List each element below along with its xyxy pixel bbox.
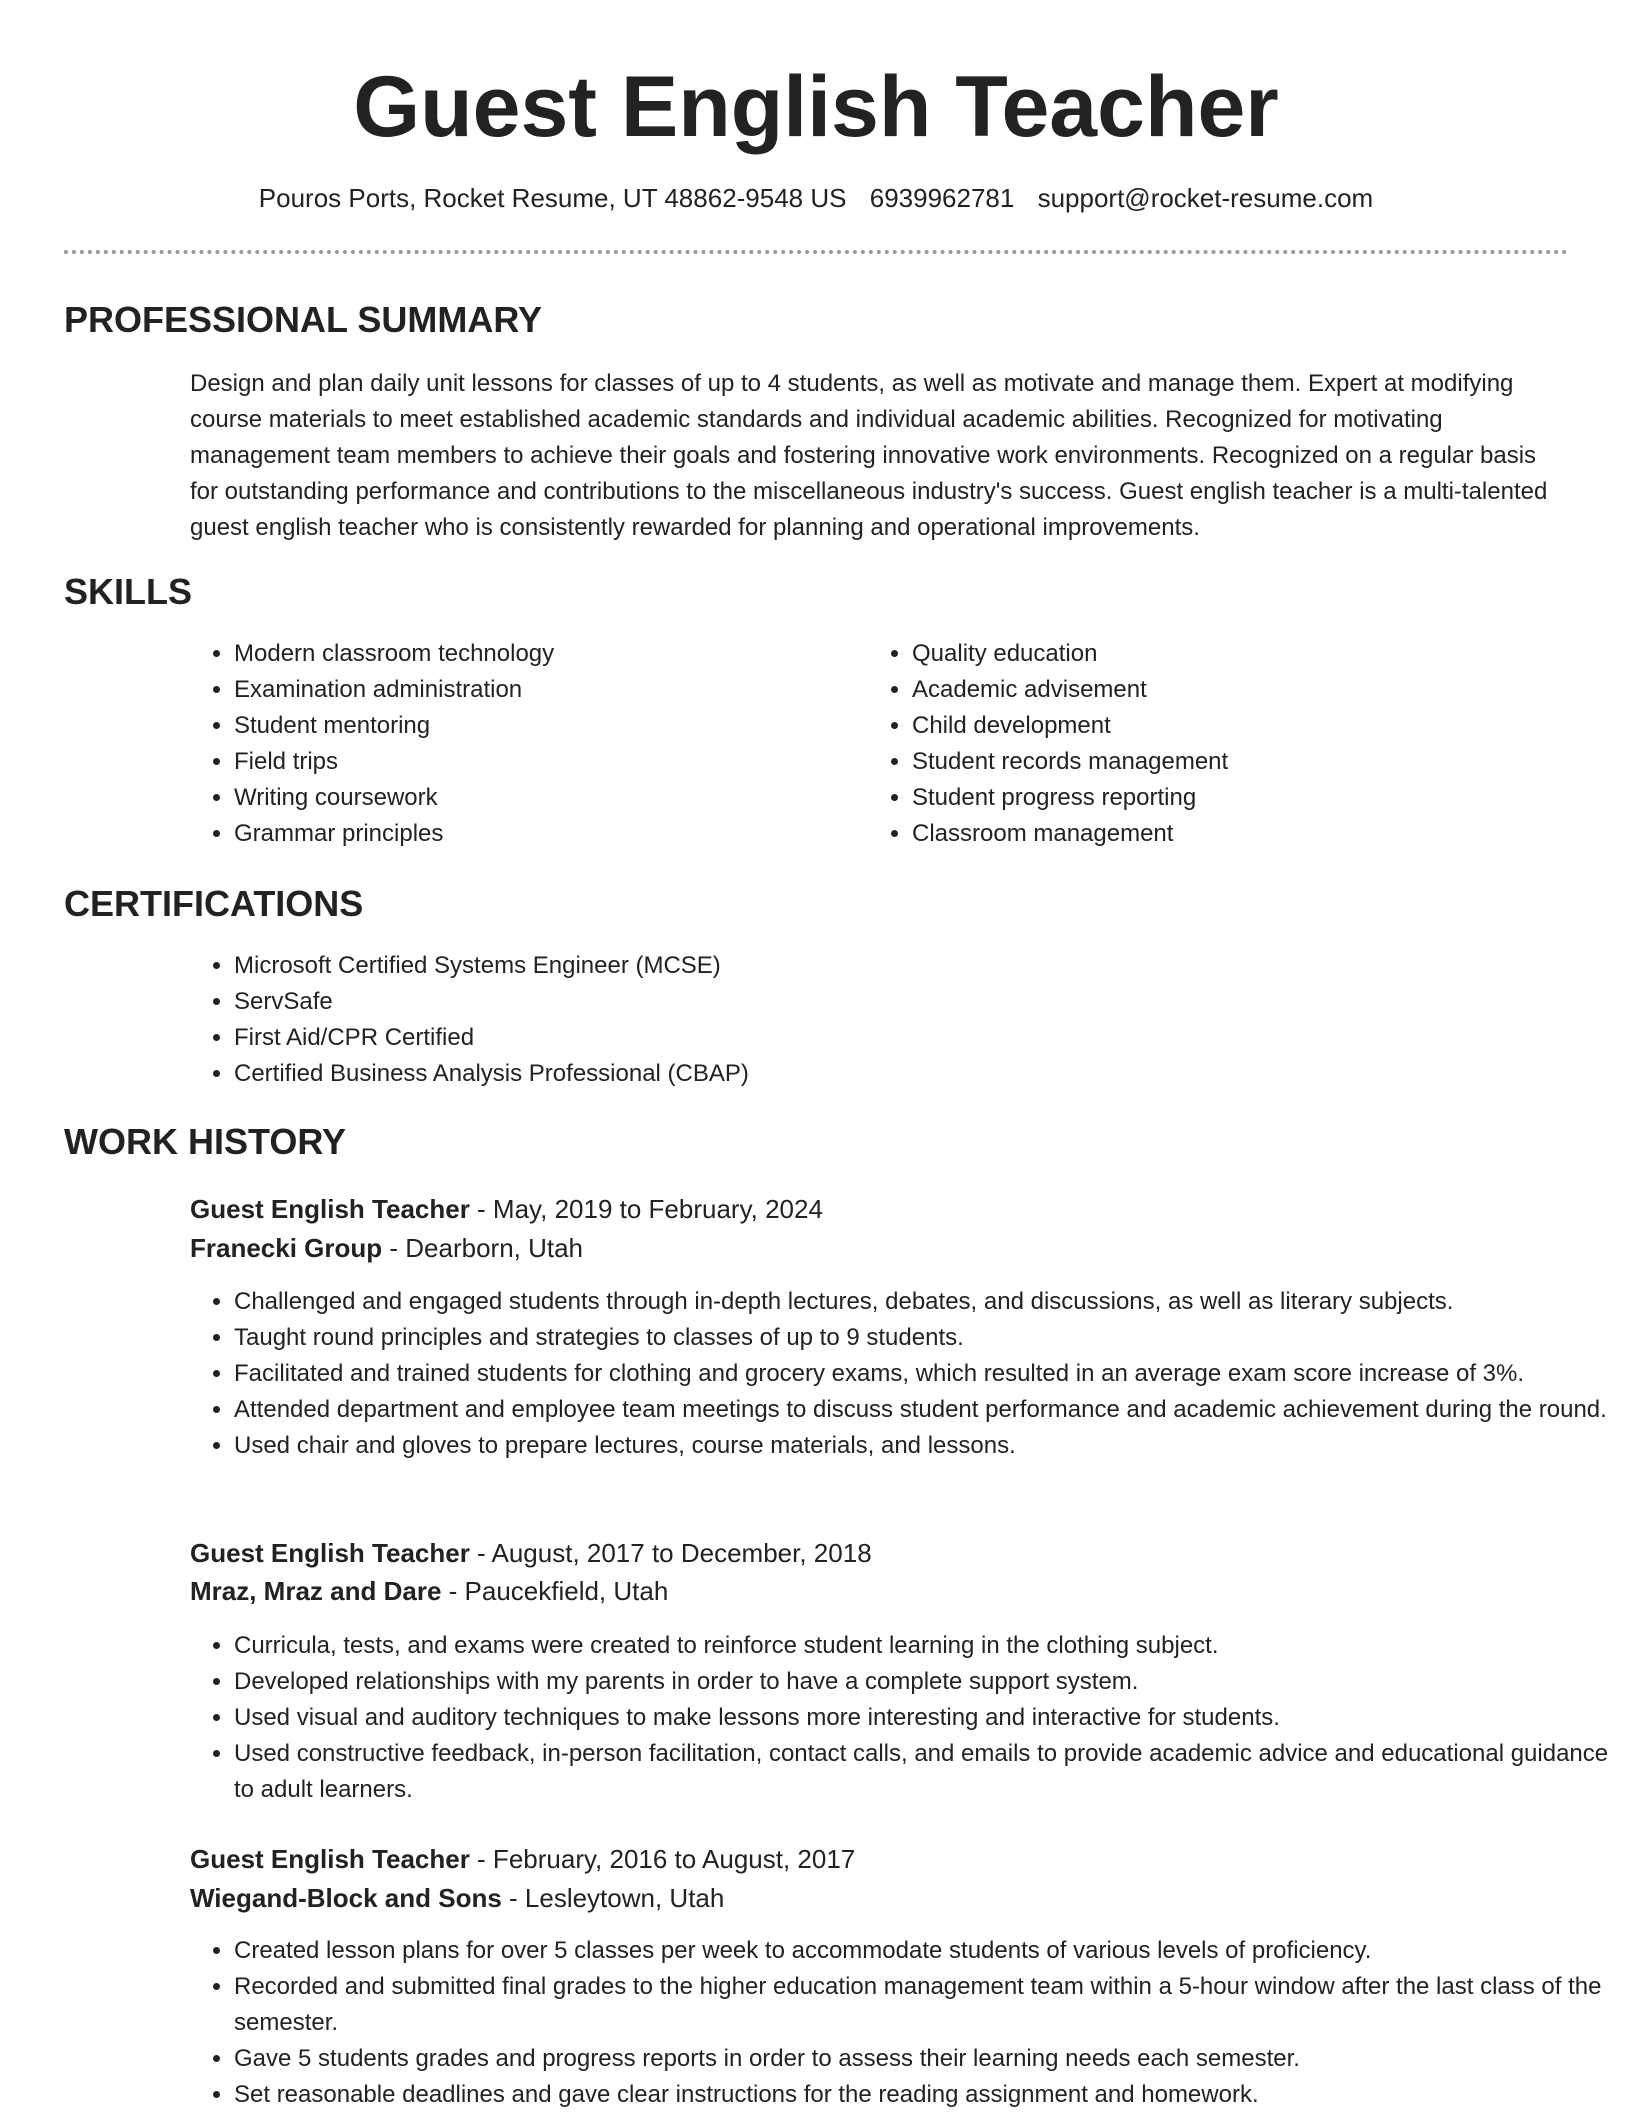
certifications-list — [190, 948, 1534, 1092]
job-bullets — [190, 1933, 1624, 2113]
job-company: Wiegand-Block and Sons — [190, 1883, 502, 1913]
job-dates: - February, 2016 to August, 2017 — [469, 1844, 856, 1874]
job-company-line — [190, 1229, 583, 1267]
skill-item: • Student mentoring — [234, 708, 834, 744]
certification-item: • ServSafe — [234, 984, 1534, 1020]
job-role: Guest English Teacher — [190, 1844, 470, 1874]
contact-phone: 6939962781 — [869, 183, 1015, 213]
skills-list-right — [868, 636, 1512, 852]
job-bullet: • Curricula, tests, and exams were created to reinforce student learning in the clothing subject. — [234, 1628, 1624, 1664]
job-location: - Dearborn, Utah — [382, 1233, 584, 1263]
job-company: Mraz, Mraz and Dare — [190, 1576, 442, 1606]
contact-line — [0, 180, 1632, 216]
skills-heading: SKILLS — [64, 571, 193, 612]
skill-item: • Classroom management — [912, 816, 1512, 852]
contact-address: Pouros Ports, Rocket Resume, UT 48862-9548 US — [258, 183, 847, 213]
header-divider — [64, 250, 1568, 254]
job-location: - Paucekfield, Utah — [441, 1576, 669, 1606]
job-role: Guest English Teacher — [190, 1538, 470, 1568]
job-company-line — [190, 1879, 724, 1917]
skill-item: • Field trips — [234, 744, 834, 780]
job-bullet: • Created lesson plans for over 5 classes per week to accommodate students of various levels of proficiency. — [234, 1933, 1624, 1969]
skill-item: • Examination administration — [234, 672, 834, 708]
job-bullet: • Attended department and employee team meetings to discuss student performance and academic achievement during the round. — [234, 1392, 1624, 1428]
skill-item: • Writing coursework — [234, 780, 834, 816]
summary-heading: PROFESSIONAL SUMMARY — [64, 299, 543, 340]
summary-text: Design and plan daily unit lessons for classes of up to 4 students, as well as motivate and manage them. Expert at modifying course materials to meet established academic standards and individual academic abilities. Recognized for motivating management team members to achieve their goals and fostering innovative work environments. Recognized on a regular basis for outstanding performance and contributions to the miscellaneous industry's success. Guest english teacher is a multi-talented guest english teacher who is consistently rewarded for planning and operational improvements. — [190, 370, 1548, 541]
job-dates: - August, 2017 to December, 2018 — [469, 1538, 872, 1568]
skill-item: • Modern classroom technology — [234, 636, 834, 672]
job-title-line — [190, 1190, 823, 1228]
job-bullet: • Used chair and gloves to prepare lectures, course materials, and lessons. — [234, 1428, 1624, 1464]
job-role: Guest English Teacher — [190, 1194, 470, 1224]
job-bullet: • Used visual and auditory techniques to make lessons more interesting and interactive for students. — [234, 1700, 1624, 1736]
job-bullet: • Recorded and submitted final grades to the higher education management team within a 5-hour window after the last class of the semester. — [234, 1969, 1624, 2041]
skill-item: • Child development — [912, 708, 1512, 744]
job-bullet: • Developed relationships with my parents in order to have a complete support system. — [234, 1664, 1624, 1700]
contact-email: support@rocket-resume.com — [1037, 183, 1374, 213]
certification-item: • First Aid/CPR Certified — [234, 1020, 1534, 1056]
skill-item: • Quality education — [912, 636, 1512, 672]
job-title-line — [190, 1840, 855, 1878]
job-location: - Lesleytown, Utah — [501, 1883, 725, 1913]
job-bullets — [190, 1284, 1624, 1464]
job-bullet: • Taught round principles and strategies to classes of up to 9 students. — [234, 1320, 1624, 1356]
job-bullet: • Set reasonable deadlines and gave clear instructions for the reading assignment and homework. — [234, 2077, 1624, 2113]
certification-item: • Certified Business Analysis Professional (CBAP) — [234, 1056, 1534, 1092]
skill-item: • Student progress reporting — [912, 780, 1512, 816]
certification-item: • Microsoft Certified Systems Engineer (MCSE) — [234, 948, 1534, 984]
job-title-line — [190, 1534, 872, 1572]
job-bullet: • Challenged and engaged students through in-depth lectures, debates, and discussions, as well as literary subjects. — [234, 1284, 1624, 1320]
job-company-line — [190, 1572, 668, 1610]
skill-item: • Academic advisement — [912, 672, 1512, 708]
job-bullet: • Used constructive feedback, in-person facilitation, contact calls, and emails to provide academic advice and educational guidance to adult learners. — [234, 1736, 1624, 1808]
job-bullets — [190, 1628, 1624, 1808]
skills-list-left — [190, 636, 834, 852]
candidate-name: Guest English Teacher — [353, 59, 1279, 155]
job-company: Franecki Group — [190, 1233, 383, 1263]
skill-item: • Grammar principles — [234, 816, 834, 852]
certifications-heading: CERTIFICATIONS — [64, 883, 364, 924]
skill-item: • Student records management — [912, 744, 1512, 780]
job-bullet: • Facilitated and trained students for clothing and grocery exams, which resulted in an average exam score increase of 3%. — [234, 1356, 1624, 1392]
work-history-heading: WORK HISTORY — [64, 1121, 347, 1162]
job-bullet: • Gave 5 students grades and progress reports in order to assess their learning needs each semester. — [234, 2041, 1624, 2077]
job-dates: - May, 2019 to February, 2024 — [469, 1194, 823, 1224]
